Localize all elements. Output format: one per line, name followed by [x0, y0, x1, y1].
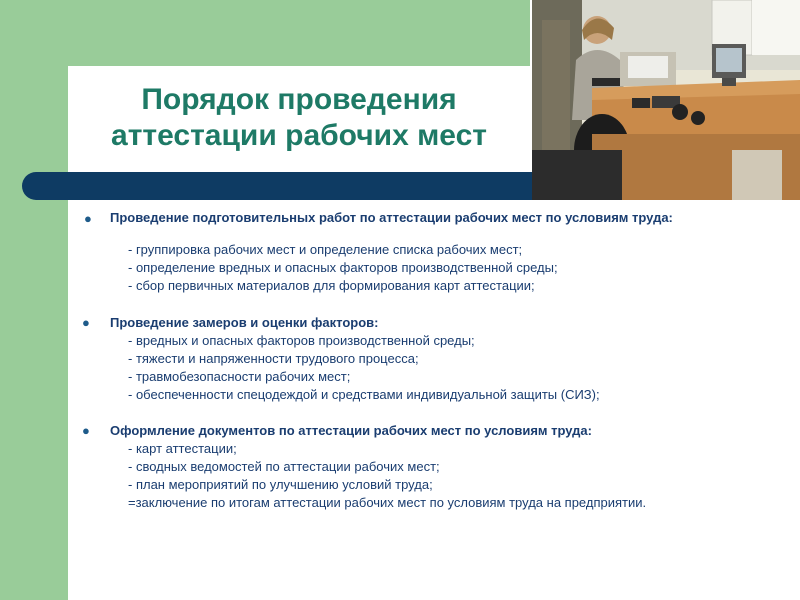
- bullet-icon: ●: [82, 423, 90, 438]
- section-3-item-4: =заключение по итогам аттестации рабочих мест по условиям труда на предприятии.: [128, 495, 647, 510]
- section-3-item-3: - план мероприятий по улучшению условий труда;: [128, 477, 433, 492]
- section-2-heading: Проведение замеров и оценки факторов:: [110, 315, 379, 330]
- slide-title-line-1: Порядок проведения: [141, 83, 457, 116]
- section-1-item-3: - сбор первичных материалов для формирования карт аттестации;: [128, 278, 535, 293]
- bullet-icon: ●: [84, 211, 92, 226]
- section-3-item-1: - карт аттестации;: [128, 441, 237, 456]
- slide-title-line-2: аттестации рабочих мест: [111, 119, 487, 152]
- section-2-item-2: - тяжести и напряженности трудового процесса;: [128, 351, 419, 366]
- section-1-heading: Проведение подготовительных работ по аттестации рабочих мест по условиям труда:: [110, 210, 673, 225]
- section-3-heading: Оформление документов по аттестации рабочих мест по условиям труда:: [110, 423, 592, 438]
- section-3-item-2: - сводных ведомостей по аттестации рабочих мест;: [128, 459, 440, 474]
- section-2-item-3: - травмобезопасности рабочих мест;: [128, 369, 351, 384]
- section-2-item-4: - обеспеченности спецодеждой и средствами индивидуальной защиты (СИЗ);: [128, 387, 600, 402]
- section-2-item-1: - вредных и опасных факторов производственной среды;: [128, 333, 475, 348]
- bullet-icon: ●: [82, 315, 90, 330]
- section-1-item-2: - определение вредных и опасных факторов производственной среды;: [128, 260, 558, 275]
- section-1-item-1: - группировка рабочих мест и определение списка рабочих мест;: [128, 242, 523, 257]
